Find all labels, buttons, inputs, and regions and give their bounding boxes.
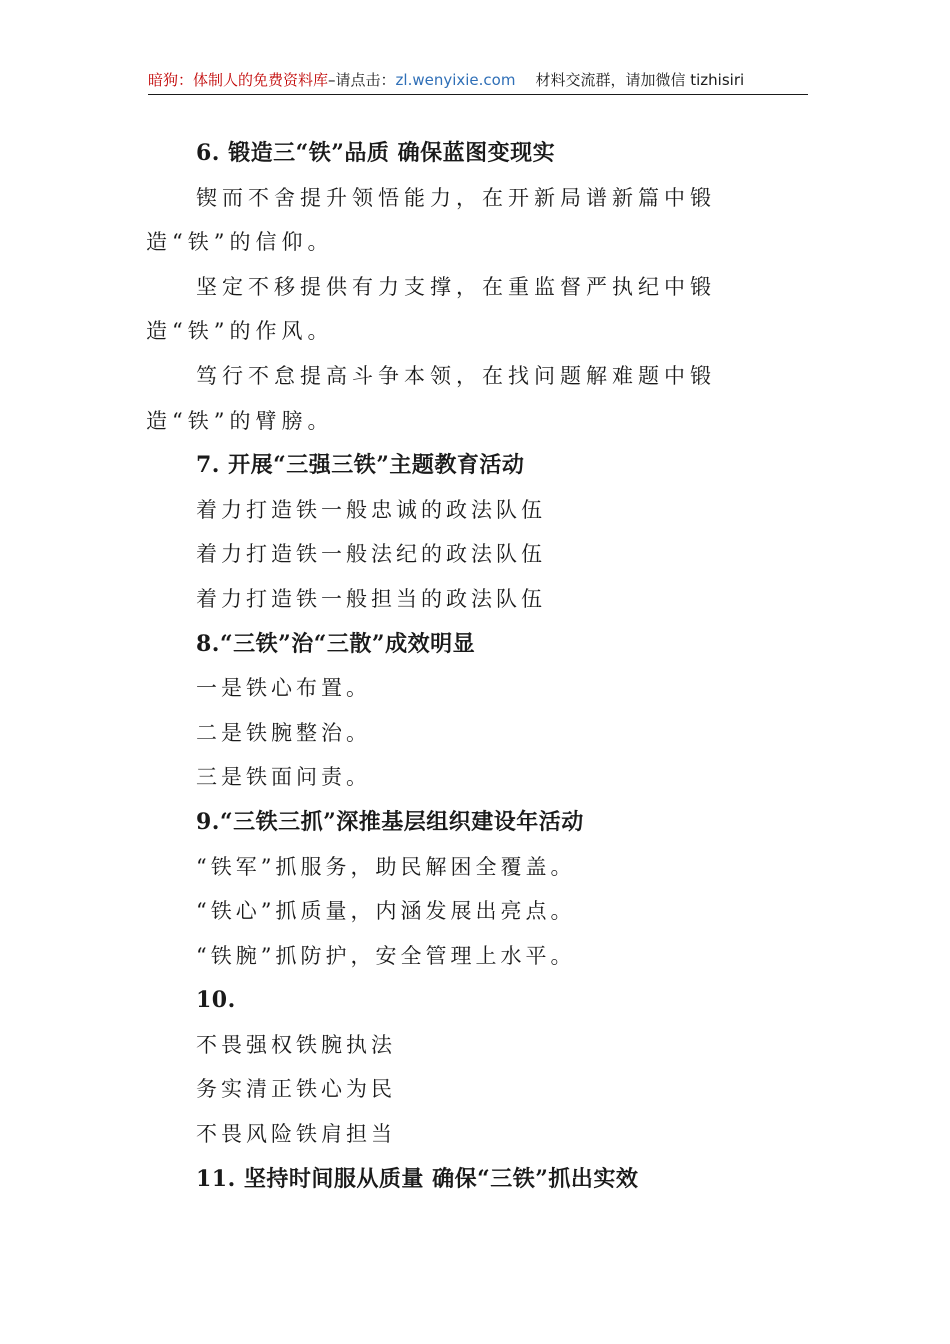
document-body [146,131,806,1201]
section-9-line: “铁军”抓服务，助民解困全覆盖。 [196,854,576,879]
section-6-paragraph: 坚定不移提供有力支撑，在重监督严执纪中锻造“铁”的作风。 [146,274,716,344]
section-heading-10: 10. [196,987,236,1014]
section-heading-6: 6. 锻造三“铁”品质 确保蓝图变现实 [196,140,556,166]
section-heading-11: 11. 坚持时间服从质量 确保“三铁”抓出实效 [196,1165,639,1192]
section-8-line: 三是铁面问责。 [196,765,371,790]
section-heading-7: 7. 开展“三强三铁”主题教育活动 [196,452,525,479]
section-7-line: 着力打造铁一般担当的政法队伍 [196,586,546,611]
header-tip: –请点击： [328,71,396,89]
section-heading-9: 9.“三铁三抓”深推基层组织建设年活动 [196,808,584,835]
section-7-line: 着力打造铁一般法纪的政法队伍 [196,542,546,567]
section-9-line: “铁心”抓质量，内涵发展出亮点。 [196,899,576,924]
section-10-line: 不畏强权铁腕执法 [196,1032,396,1057]
section-10-line: 不畏风险铁肩担当 [196,1122,396,1147]
header-link[interactable]: zl.wenyixie.com [395,71,516,89]
section-9-line: “铁腕”抓防护，安全管理上水平。 [196,943,576,968]
section-8-line: 一是铁心布置。 [196,676,371,701]
section-6-paragraph: 笃行不怠提高斗争本领，在找问题解难题中锻造“铁”的臂膀。 [146,363,716,433]
section-8-line: 二是铁腕整治。 [196,720,371,745]
header-brand: 暗狗：体制人的免费资料库 [148,71,329,89]
header-group-note: 材料交流群，请加微信 tizhisiri [535,71,745,89]
section-heading-8: 8.“三铁”治“三散”成效明显 [196,630,476,657]
section-7-line: 着力打造铁一般忠诚的政法队伍 [196,497,546,522]
section-10-line: 务实清正铁心为民 [196,1077,396,1102]
section-6-paragraph: 锲而不舍提升领悟能力，在开新局谱新篇中锻造“铁”的信仰。 [146,185,716,255]
page-header [148,68,808,95]
